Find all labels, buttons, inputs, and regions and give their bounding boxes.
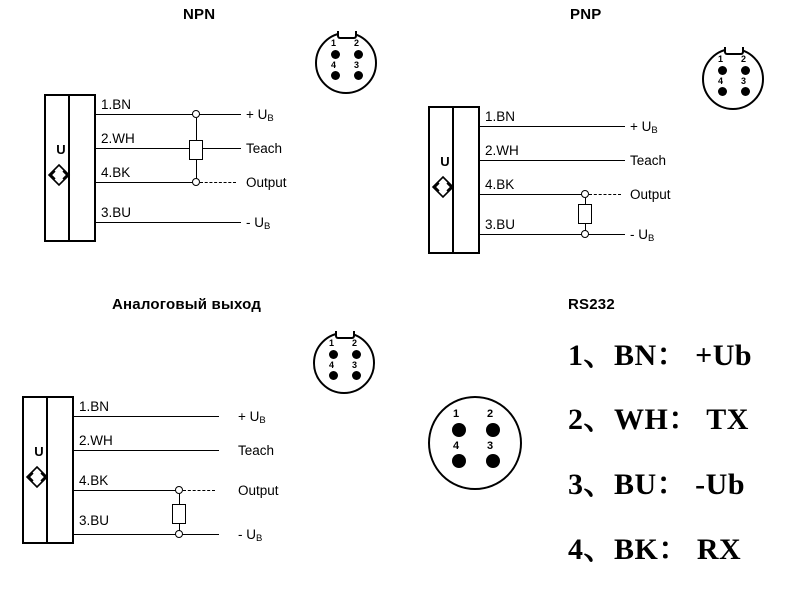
wire-bu-npn [96,222,241,223]
connector-pin-4 [452,454,466,468]
signal-label-output-analog: Output [238,483,279,498]
wire-wh-pnp [480,160,625,161]
connector-pin-number-2: 2 [354,38,360,48]
connector-pin-2 [741,66,750,75]
plus-ub-text: + U [238,409,260,424]
connector-pin-number-2: 2 [741,54,747,64]
load-resistor-pnp [578,204,592,224]
section-title-rs232: RS232 [568,296,615,313]
wire-bk-pnp [480,194,585,195]
connector-pin-2 [354,50,363,59]
wire-bn-npn [96,114,241,115]
minus-ub-text: - U [630,227,648,242]
minus-ub-subscript: B [256,533,263,544]
wire-label-wh-npn: 2.WH [101,131,135,146]
wire-bn-pnp [480,126,625,127]
connector-pin-number-1: 1 [453,408,460,420]
connector-npn [315,32,377,94]
connector-pin-number-2: 2 [487,408,494,420]
connector-pin-1 [331,50,340,59]
signal-label-plus-ub-npn [246,108,274,122]
signal-label-plus-ub-analog [238,410,266,424]
connector-pin-4 [331,71,340,80]
plus-ub-subscript: B [267,113,274,124]
connector-pin-2 [352,350,361,359]
node-bk-npn [192,178,200,186]
connector-pin-number-4: 4 [329,360,335,370]
node-bu-pnp [581,230,589,238]
rs232-pinout-line-2: 2、WH： TX [568,403,749,436]
plus-ub-text: + U [246,107,268,122]
connector-pin-number-3: 3 [354,60,360,70]
signal-label-minus-ub-analog [238,528,262,542]
connector-pin-number-3: 3 [741,76,747,86]
connector-pin-4 [718,87,727,96]
wire-bk-dashed-npn [200,182,236,183]
connector-pin-number-1: 1 [331,38,337,48]
plus-ub-subscript: B [651,125,658,136]
connector-pin-1 [329,350,338,359]
signal-label-minus-ub-npn [246,216,270,230]
signal-label-output-pnp: Output [630,187,671,202]
rs232-pinout-line-3: 3、BU： -Ub [568,468,746,501]
connector-pin-number-1: 1 [329,338,335,348]
sensor-body-npn [44,94,96,242]
sensor-body-pnp [428,106,480,254]
signal-label-minus-ub-pnp [630,228,654,242]
rs232-pinout-line-1: 1、BN： +Ub [568,339,753,372]
connector-pin-4 [329,371,338,380]
minus-ub-subscript: B [264,221,271,232]
wire-bu-analog [74,534,219,535]
minus-ub-text: - U [246,215,264,230]
connector-pin-number-4: 4 [453,440,460,452]
sensor-optical-icon [430,174,456,200]
connector-pin-3 [352,371,361,380]
wire-bk-dashed-analog [183,490,215,491]
connector-pin-number-4: 4 [331,60,337,70]
connector-pin-number-4: 4 [718,76,724,86]
connector-pin-3 [741,87,750,96]
section-title-npn: NPN [183,6,216,23]
load-resistor-npn [189,140,203,160]
wire-label-bu-npn: 3.BU [101,205,132,220]
connector-pnp [702,48,764,110]
wire-label-bu-pnp: 3.BU [485,217,516,232]
connector-pin-2 [486,423,500,437]
signal-label-plus-ub-pnp [630,120,658,134]
connector-pin-3 [354,71,363,80]
node-bn-npn [192,110,200,118]
plus-ub-text: + U [630,119,652,134]
signal-label-teach-analog: Teach [238,443,275,458]
minus-ub-text: - U [238,527,256,542]
rs232-pinout-line-4: 4、BK： RX [568,533,742,566]
connector-pin-number-1: 1 [718,54,724,64]
wire-label-bk-npn: 4.BK [101,165,131,180]
sensor-label-u: U [56,142,66,157]
wire-label-bn-pnp: 1.BN [485,109,516,124]
wire-label-bu-analog: 3.BU [79,513,110,528]
signal-label-teach-npn: Teach [246,141,283,156]
section-title-pnp: PNP [570,6,602,23]
section-title-analog: Аналоговый выход [112,296,262,313]
wire-label-wh-analog: 2.WH [79,433,113,448]
signal-label-output-npn: Output [246,175,287,190]
node-bu-analog [175,530,183,538]
wire-label-bk-pnp: 4.BK [485,177,515,192]
wire-label-bk-analog: 4.BK [79,473,109,488]
connector-pin-number-3: 3 [487,440,494,452]
wire-bk-npn [96,182,196,183]
node-bk-analog [175,486,183,494]
wire-bn-analog [74,416,219,417]
connector-pin-number-2: 2 [352,338,358,348]
minus-ub-subscript: B [648,233,655,244]
wire-wh-analog [74,450,219,451]
wire-bk-dashed-pnp [589,194,621,195]
node-bk-pnp [581,190,589,198]
connector-pin-3 [486,454,500,468]
load-resistor-analog [172,504,186,524]
connector-pin-1 [718,66,727,75]
wire-label-bn-npn: 1.BN [101,97,132,112]
signal-label-teach-pnp: Teach [630,153,667,168]
wire-wh-npn [96,148,241,149]
wire-bu-pnp [480,234,625,235]
sensor-label-u: U [34,444,44,459]
wire-bk-analog [74,490,179,491]
connector-pin-1 [452,423,466,437]
wire-label-wh-pnp: 2.WH [485,143,519,158]
plus-ub-subscript: B [259,415,266,426]
connector-pin-number-3: 3 [352,360,358,370]
sensor-optical-icon [24,464,50,490]
sensor-optical-icon [46,162,72,188]
connector-rs232 [428,396,522,490]
wire-label-bn-analog: 1.BN [79,399,110,414]
sensor-label-u: U [440,154,450,169]
connector-analog [313,332,375,394]
sensor-body-analog [22,396,74,544]
